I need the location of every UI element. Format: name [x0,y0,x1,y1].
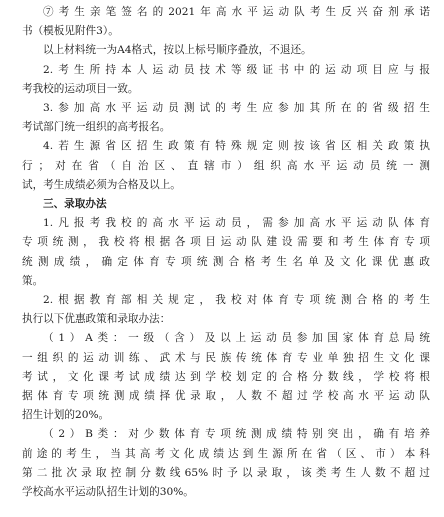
text-line: （1）A类：一级（含）及以上运动员参加国家体育总局统 [43,332,430,345]
text-line: 招生计划的20%。 [22,409,110,422]
text-line: （2）B类：对少数体育专项统测成绩特别突出，确有培养 [43,428,430,441]
requirement-paragraph [22,137,430,195]
text-line: ⑦考生亲笔签名的2021年高水平运动队考生反兴奋剂承诺 [43,6,430,18]
text-line: 3.参加高水平运动员测试的考生应参加其所在的省级招生 [43,102,430,115]
text-line: 一组织的运动训练、武术与民族传统体育专业单独招生文化课 [22,351,430,364]
section-heading-admission: 三、录取办法 [43,198,107,211]
text-line: 统测成绩，确定体育专项统测合格考生名单及文化课优惠政 [22,255,430,268]
text-line: 以上材料统一为A4格式，按以上标号顺序叠放，不退还。 [43,44,312,57]
admission-paragraph [22,214,430,291]
text-line: 前途的考生，当其高考文化成绩达到生源所在省（区、市）本科 [22,447,430,460]
text-line: 考试，文化课考试成绩达到学校划定的合格分数线，学校将根 [22,370,430,383]
admission-methods-list [22,214,430,502]
text-line: 1.凡报考我校的高水平运动员，需参加高水平运动队体育 [43,217,430,230]
text-line: 执行以下优惠政策和录取办法： [22,313,171,326]
text-line: 2.考生所持本人运动员技术等级证书中的运动项目应与报 [43,63,430,76]
admission-paragraph [22,425,430,502]
text-line: 考试部门统一组织的高考报名。 [22,121,171,134]
admission-paragraph [22,329,430,425]
requirement-paragraph [22,41,430,60]
text-line: 试，考生成绩必须为合格及以上。 [22,178,181,191]
text-line: 学校高水平运动队招生计划的30%。 [22,486,194,499]
text-line: 行；对在省（自治区、直辖市）组织高水平运动员统一测 [22,159,430,172]
requirement-paragraph [22,3,430,41]
requirement-paragraph [22,99,430,137]
text-line: 策。 [22,274,44,287]
text-line: 第二批次录取控制分数线65%时予以录取，该类考生人数不超过 [22,466,430,479]
text-line: 4.若生源省区招生政策有特殊规定则按该省区相关政策执 [43,140,430,153]
text-line: 据体育专项统测成绩择优录取，人数不超过学校高水平运动队 [22,390,430,403]
text-line: 书（模板见附件3）。 [22,25,119,38]
admission-paragraph [22,291,430,329]
requirement-paragraph [22,61,430,99]
text-line: 2.根据教育部相关规定，我校对体育专项统测合格的考生 [43,294,430,307]
text-line: 考我校的运动项目一致。 [22,82,139,95]
text-line: 专项统测，我校将根据各项目运动队建设需要和考生体育专项 [22,236,430,249]
requirements-list [22,3,430,195]
